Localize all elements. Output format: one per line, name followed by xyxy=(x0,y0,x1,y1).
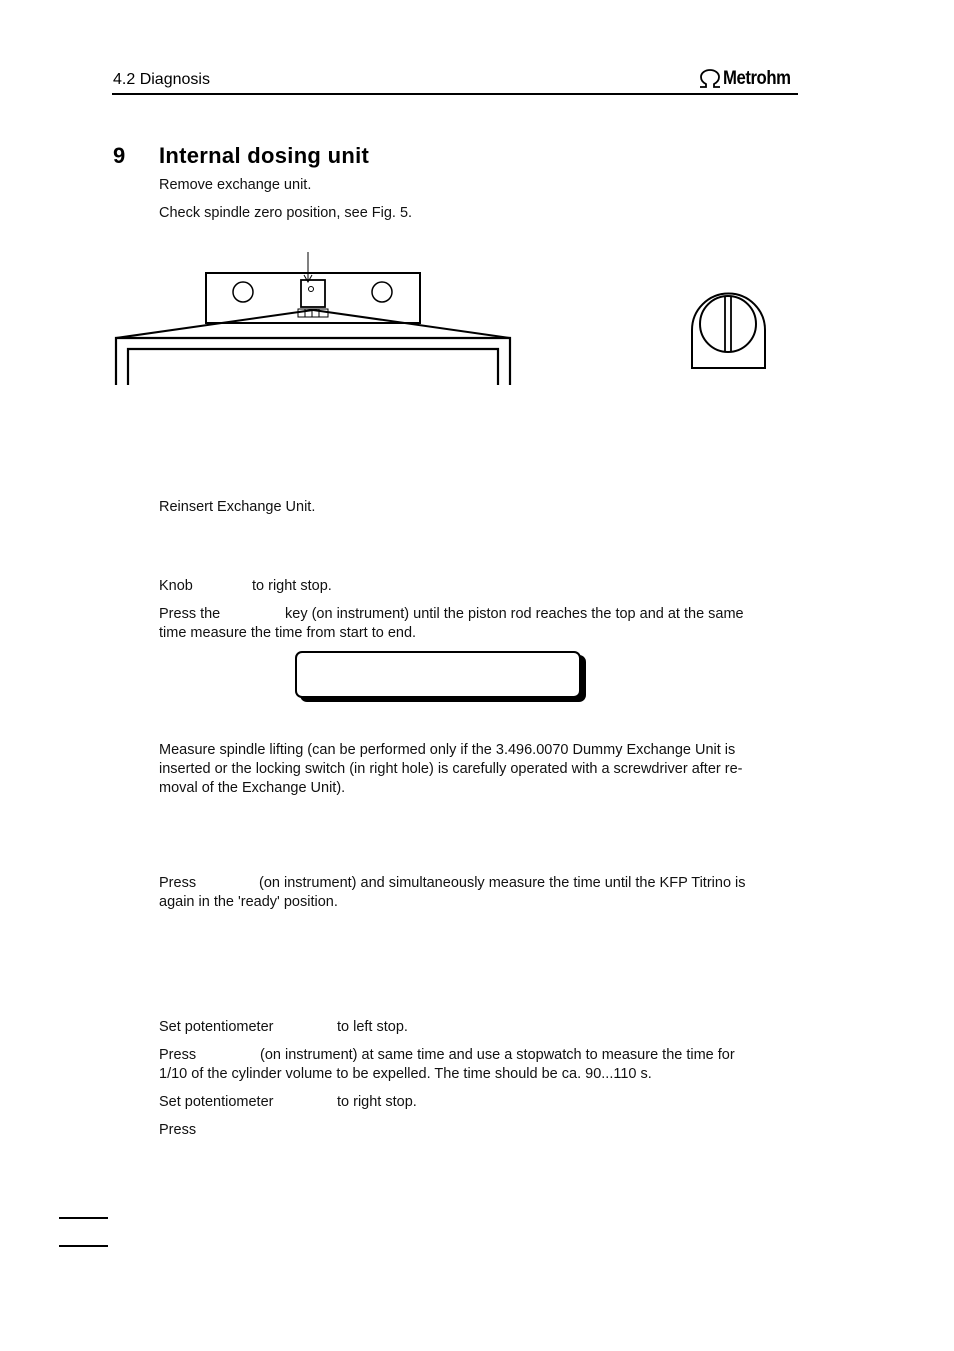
section-title: Internal dosing unit xyxy=(159,143,370,168)
spindle-mark xyxy=(309,287,314,292)
footer-line-top xyxy=(59,1217,108,1219)
running-header: 4.2 Diagnosis xyxy=(113,71,210,88)
step-press-final: Press xyxy=(159,1122,197,1138)
instrument-display xyxy=(295,651,581,698)
section-number: 9 xyxy=(113,143,126,168)
step-pot-left-label: Set potentiometer xyxy=(159,1019,274,1035)
step-press-stopwatch-cont: 1/10 of the cylinder volume to be expelled. The time should be ca. 90...110 s. xyxy=(159,1066,652,1082)
step-measure-lift-1: Measure spindle lifting (can be performed only if the 3.496.0070 Dummy Exchange Unit is xyxy=(159,742,736,758)
step-press-ready-text: (on instrument) and simultaneously measure the time until the KFP Titrino is xyxy=(259,875,746,891)
step-press-key-label: Press the xyxy=(159,606,221,622)
spindle-block xyxy=(301,280,325,307)
knob-outline xyxy=(692,294,765,369)
step-check-spindle: Check spindle zero position, see Fig. 5. xyxy=(159,205,413,221)
step-remove-exchange-unit: Remove exchange unit. xyxy=(159,177,312,193)
step-press-stopwatch-label: Press xyxy=(159,1047,197,1063)
spindle-figure xyxy=(0,0,954,420)
step-press-stopwatch-text: (on instrument) at same time and use a stopwatch to measure the time for xyxy=(260,1047,735,1063)
step-press-key-text: key (on instrument) until the piston rod reaches the top and at the same xyxy=(285,606,744,622)
right-hole xyxy=(372,282,392,302)
left-hole xyxy=(233,282,253,302)
step-knob-label: Knob xyxy=(159,578,193,594)
footer-line-bottom xyxy=(59,1245,108,1247)
knob-dial xyxy=(700,296,756,352)
step-press-key-cont: time measure the time from start to end. xyxy=(159,625,417,641)
housing-inner xyxy=(128,349,498,385)
step-reinsert-exchange-unit: Reinsert Exchange Unit. xyxy=(159,499,316,515)
step-measure-lift-3: moval of the Exchange Unit). xyxy=(159,780,346,796)
housing-outer xyxy=(116,338,510,385)
step-press-ready-label: Press xyxy=(159,875,197,891)
step-pot-right-label: Set potentiometer xyxy=(159,1094,274,1110)
step-pot-right-text: to right stop. xyxy=(337,1094,417,1110)
step-measure-lift-2: inserted or the locking switch (in right hole) is carefully operated with a screwdriver after re- xyxy=(159,761,743,777)
step-press-ready-cont: again in the 'ready' position. xyxy=(159,894,338,910)
step-pot-left-text: to left stop. xyxy=(337,1019,408,1035)
logo-text: Metrohm xyxy=(723,68,791,89)
step-knob-text: to right stop. xyxy=(252,578,332,594)
